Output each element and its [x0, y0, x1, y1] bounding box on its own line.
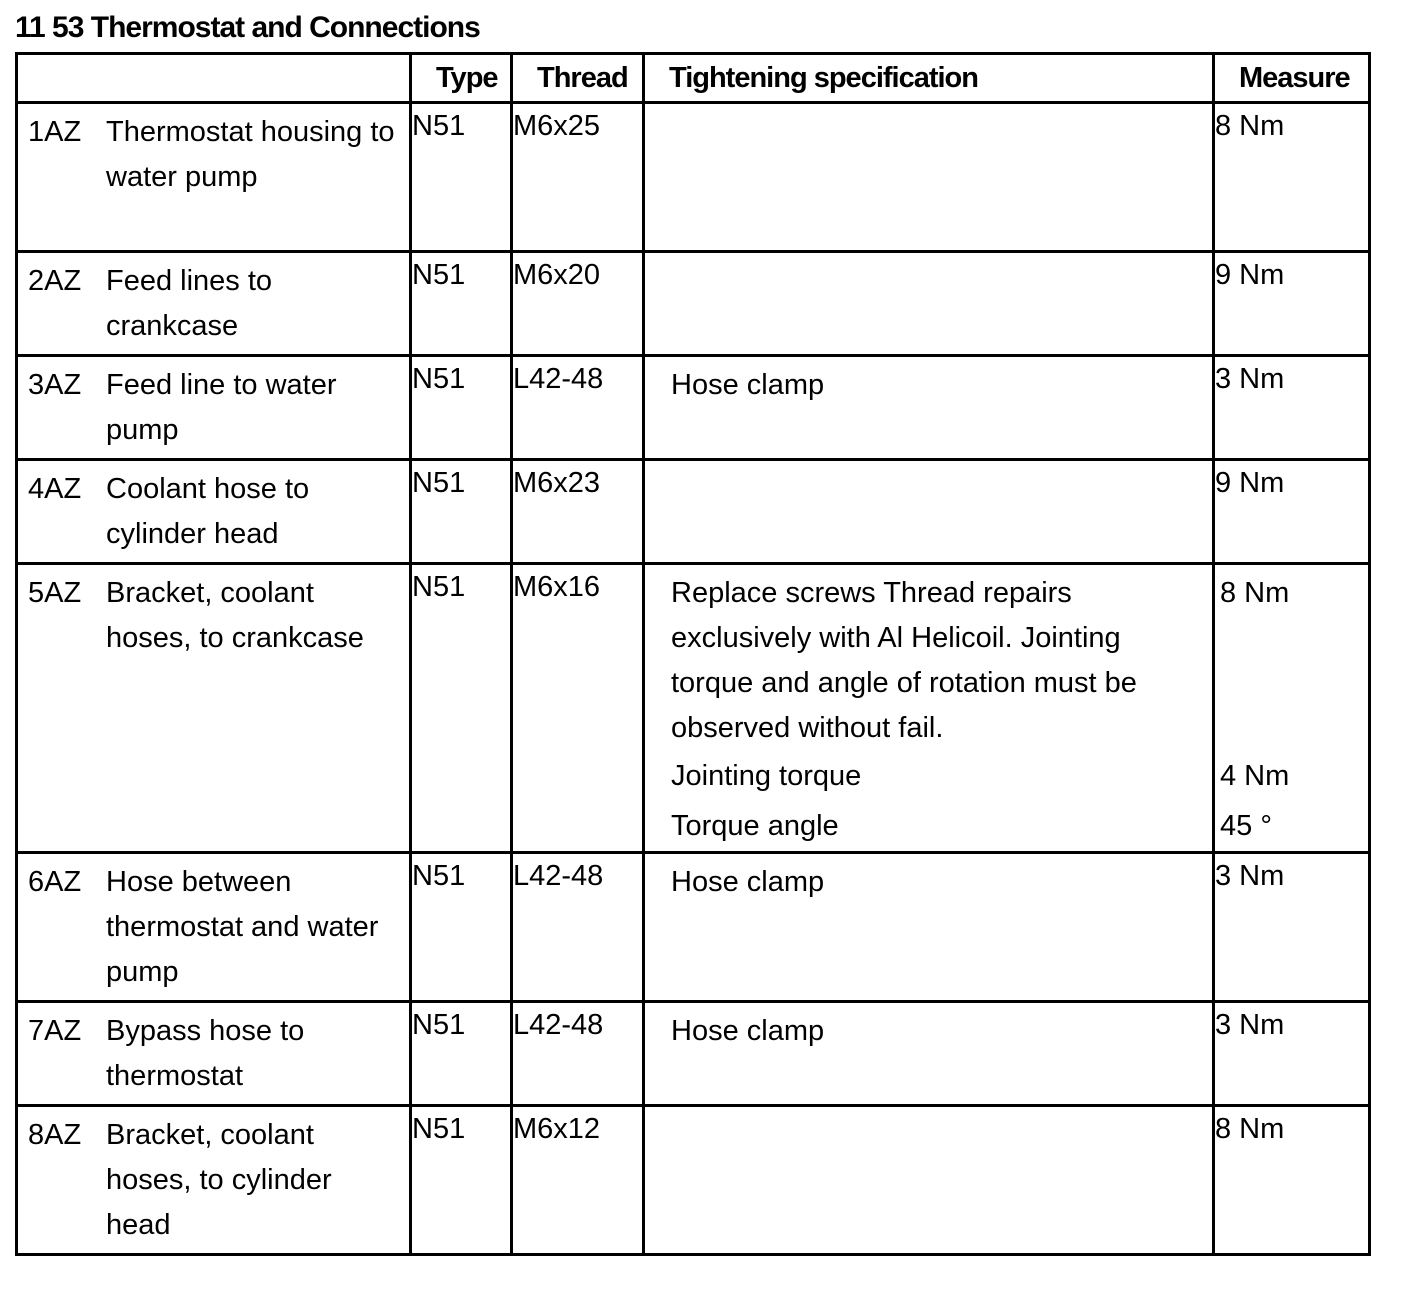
spec-cell [644, 103, 1214, 252]
item-description: Bracket, coolant hoses, to cylinder head [106, 1119, 332, 1241]
spec-cell [644, 1002, 1214, 1106]
item-code: 8AZ [28, 1119, 82, 1151]
header-tightening-specification: Tightening specification [644, 54, 1214, 103]
torque-angle-value: 45 ° [1220, 810, 1272, 842]
spec-text [645, 253, 1212, 259]
type-cell: N51 [411, 103, 512, 252]
thread-cell: M6x16 [512, 564, 644, 853]
measure-cell: 8 Nm [1214, 103, 1370, 252]
item-cell [17, 356, 411, 460]
item-description: Hose between thermostat and water pump [106, 866, 379, 988]
item-cell [17, 564, 411, 853]
table-row [17, 1002, 1370, 1106]
thread-cell: L42-48 [512, 356, 644, 460]
type-cell: N51 [411, 460, 512, 564]
spec-text: Hose clamp [671, 866, 825, 898]
table-row [17, 564, 1370, 853]
measure-cell [1214, 564, 1370, 853]
thread-cell: M6x25 [512, 103, 644, 252]
item-cell [17, 853, 411, 1002]
spec-text: Hose clamp [671, 369, 825, 401]
spec-cell [644, 564, 1214, 853]
type-cell: N51 [411, 564, 512, 853]
item-code: 7AZ [28, 1015, 82, 1047]
table-header-row [17, 54, 1370, 103]
header-thread: Thread [512, 54, 644, 103]
item-cell [17, 252, 411, 356]
item-cell [17, 1002, 411, 1106]
type-cell: N51 [411, 252, 512, 356]
item-code: 4AZ [28, 473, 82, 505]
measure-cell: 9 Nm [1214, 252, 1370, 356]
measure-cell: 8 Nm [1214, 1106, 1370, 1255]
table-row [17, 252, 1370, 356]
measure-cell: 3 Nm [1214, 853, 1370, 1002]
torque-angle-label: Torque angle [671, 810, 839, 842]
jointing-torque-value: 4 Nm [1220, 760, 1290, 792]
spec-text [645, 461, 1212, 467]
jointing-torque-label: Jointing torque [671, 760, 862, 792]
item-cell [17, 103, 411, 252]
spec-text: Hose clamp [671, 1015, 825, 1047]
spec-cell [644, 853, 1214, 1002]
item-description: Bracket, coolant hoses, to crankcase [106, 577, 364, 654]
table-row [17, 460, 1370, 564]
item-code: 6AZ [28, 866, 82, 898]
item-description: Feed lines to crankcase [106, 265, 273, 342]
table-row [17, 853, 1370, 1002]
measure-value: 8 Nm [1220, 577, 1290, 609]
measure-cell: 3 Nm [1214, 356, 1370, 460]
item-code: 1AZ [28, 116, 82, 148]
spec-cell [644, 252, 1214, 356]
measure-cell: 3 Nm [1214, 1002, 1370, 1106]
item-description: Bypass hose to thermostat [106, 1015, 305, 1092]
header-type: Type [411, 54, 512, 103]
thread-cell: L42-48 [512, 1002, 644, 1106]
spec-cell [644, 460, 1214, 564]
page-title: 11 53 Thermostat and Connections [15, 11, 480, 44]
spec-cell [644, 356, 1214, 460]
header-item [17, 54, 411, 103]
type-cell: N51 [411, 1002, 512, 1106]
thread-cell: M6x12 [512, 1106, 644, 1255]
spec-text [645, 104, 1212, 110]
spec-note: Replace screws Thread repairs exclusively with Al Helicoil. Jointing torque and angle of rotation must be observed without fail. [671, 577, 1137, 744]
item-code: 3AZ [28, 369, 82, 401]
type-cell: N51 [411, 356, 512, 460]
header-measure: Measure [1214, 54, 1370, 103]
measure-cell: 9 Nm [1214, 460, 1370, 564]
spec-cell [644, 1106, 1214, 1255]
item-description: Coolant hose to cylinder head [106, 473, 310, 550]
item-description: Feed line to water pump [106, 369, 337, 446]
type-cell: N51 [411, 1106, 512, 1255]
item-cell [17, 460, 411, 564]
table-row [17, 356, 1370, 460]
table-row [17, 103, 1370, 252]
type-cell: N51 [411, 853, 512, 1002]
item-code: 5AZ [28, 577, 82, 609]
spec-text [645, 565, 1212, 851]
item-cell [17, 1106, 411, 1255]
thread-cell: M6x20 [512, 252, 644, 356]
thread-cell: M6x23 [512, 460, 644, 564]
torque-spec-table [15, 52, 1371, 1256]
table-row [17, 1106, 1370, 1255]
item-description: Thermostat housing to water pump [106, 116, 395, 193]
item-code: 2AZ [28, 265, 82, 297]
spec-text [645, 1107, 1212, 1113]
thread-cell: L42-48 [512, 853, 644, 1002]
